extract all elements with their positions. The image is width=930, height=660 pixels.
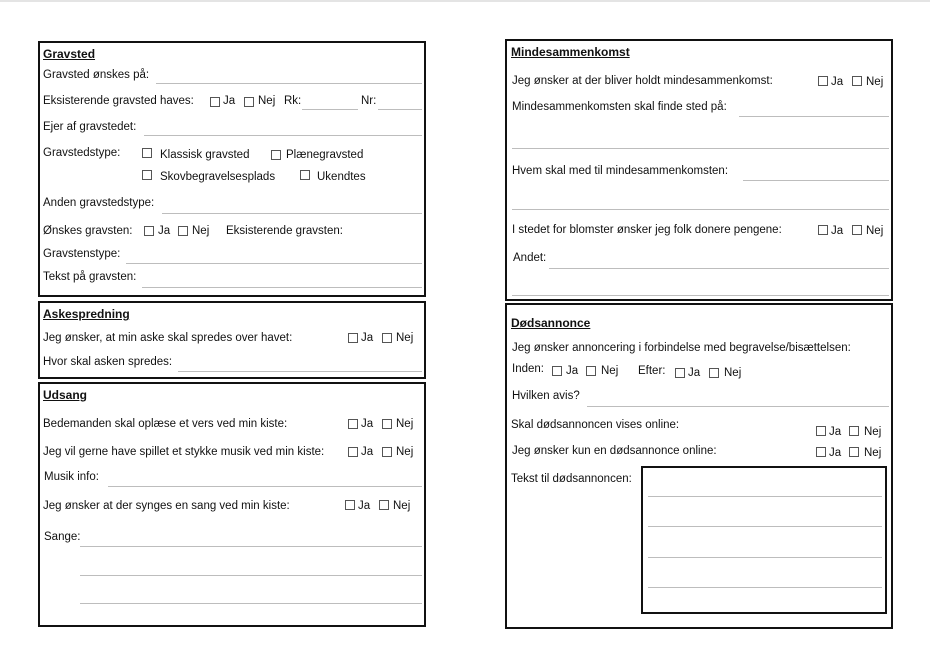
hvem-input-line-2[interactable] [512,209,889,210]
section-askespredning [38,301,426,379]
ja-label: Ja [361,418,374,430]
gravsted-onskes-input-line[interactable] [156,83,422,84]
minde-nej-checkbox[interactable] [852,76,862,86]
sange-input-line-3[interactable] [80,603,422,604]
section-dodsannonce [505,303,893,629]
section-title: Askespredning [43,307,130,321]
ejer-input-line[interactable] [144,135,422,136]
plaene-label: Plænegravsted [286,149,364,161]
online-nej-checkbox[interactable] [849,426,859,436]
ukendt-label: Ukendtes [317,171,366,183]
hvem-input-line[interactable] [743,180,889,181]
section-udsang [38,382,426,627]
gravsten-nej-checkbox[interactable] [178,226,188,236]
skov-checkbox[interactable] [142,170,152,180]
question-annoncering: Jeg ønsker annoncering i forbindelse med begravelse/bisættelsen: [512,342,851,354]
field-label-hvem: Hvem skal med til mindesammenkomsten: [512,165,729,177]
sange-input-line-2[interactable] [80,575,422,576]
musik-info-input-line[interactable] [108,486,422,487]
field-label-musik-info: Musik info: [44,471,99,483]
question-aske-havet: Jeg ønsker, at min aske skal spredes over havet: [43,332,293,344]
nej-label: Nej [724,367,742,379]
ukendt-checkbox[interactable] [300,170,310,180]
section-gravsted [38,41,426,297]
minde-ja-checkbox[interactable] [818,76,828,86]
field-label-gravstenstype: Gravstenstype: [43,248,121,260]
klassisk-label: Klassisk gravsted [160,149,250,161]
efter-ja-checkbox[interactable] [675,368,685,378]
online-ja-checkbox[interactable] [816,426,826,436]
question-oplaese-vers: Bedemanden skal oplæse et vers ved min kiste: [43,418,288,430]
inden-label: Inden: [512,363,544,375]
ja-label: Ja [829,447,842,459]
sang-nej-checkbox[interactable] [379,500,389,510]
skov-label: Skovbegravelsesplads [160,171,276,183]
ja-label: Ja [829,426,842,438]
field-label-sange: Sange: [44,531,81,543]
field-label-hvilken-avis: Hvilken avis? [512,390,580,402]
nej-label: Nej [866,76,884,88]
nej-label: Nej [192,225,210,237]
anden-type-input-line[interactable] [162,213,422,214]
question-kun-online: Jeg ønsker kun en dødsannonce online: [512,445,717,457]
nej-label: Nej [601,365,619,377]
donere-nej-checkbox[interactable] [852,225,862,235]
inden-nej-checkbox[interactable] [586,366,596,376]
sange-input-line-1[interactable] [80,546,422,547]
kun-online-ja-checkbox[interactable] [816,447,826,457]
aske-nej-checkbox[interactable] [382,333,392,343]
efter-label: Efter: [638,365,666,377]
field-label-anden-type: Anden gravstedstype: [43,197,155,209]
aske-ja-checkbox[interactable] [348,333,358,343]
nr-label: Nr: [361,95,377,107]
andet-input-line-2[interactable] [512,295,889,296]
question-vises-online: Skal dødsannoncen vises online: [511,419,680,431]
ja-label: Ja [688,367,701,379]
question-donere: I stedet for blomster ønsker jeg folk donere pengene: [512,224,782,236]
section-title: Dødsannonce [511,316,591,330]
efter-nej-checkbox[interactable] [709,368,719,378]
musik-ja-checkbox[interactable] [348,447,358,457]
hvor-asken-input-line[interactable] [178,371,422,372]
tekst-dodsannonce-textarea[interactable] [641,466,887,614]
nr-input-line[interactable] [378,109,422,110]
rk-input-line[interactable] [302,109,358,110]
top-border [0,0,930,2]
nej-label: Nej [396,332,414,344]
field-label-andet: Andet: [513,252,547,264]
field-label-gravstedstype: Gravstedstype: [43,147,121,159]
ja-label: Ja [831,225,844,237]
nej-label: Nej [396,418,414,430]
ja-label: Ja [831,76,844,88]
field-label-eksisterende-gravsten: Eksisterende gravsten: [226,225,343,237]
sang-ja-checkbox[interactable] [345,500,355,510]
field-label-tekst-dodsannonce: Tekst til dødsannoncen: [511,473,632,485]
textarea-line-4 [648,587,882,588]
nej-label: Nej [864,426,882,438]
gravstenstype-input-line[interactable] [126,263,422,264]
field-label-hvor-asken: Hvor skal asken spredes: [43,356,173,368]
question-mindesammenkomst: Jeg ønsker at der bliver holdt mindesammenkomst: [512,75,773,87]
finde-sted-input-line-2[interactable] [512,148,889,149]
vers-nej-checkbox[interactable] [382,419,392,429]
ja-label: Ja [361,446,374,458]
gravsten-ja-checkbox[interactable] [144,226,154,236]
question-musik: Jeg vil gerne have spillet et stykke musik ved min kiste: [43,446,325,458]
vers-ja-checkbox[interactable] [348,419,358,429]
eksisterende-nej-checkbox[interactable] [244,97,254,107]
tekst-gravsten-input-line[interactable] [142,287,422,288]
section-mindesammenkomst [505,39,893,301]
nej-label: Nej [864,447,882,459]
andet-input-line[interactable] [549,268,889,269]
section-title: Mindesammenkomst [511,45,630,59]
textarea-line-2 [648,526,882,527]
field-label-ejer: Ejer af gravstedet: [43,121,137,133]
hvilken-avis-input-line[interactable] [587,406,889,407]
ja-label: Ja [566,365,579,377]
nej-label: Nej [396,446,414,458]
textarea-line-1 [648,496,882,497]
ja-label: Ja [223,95,236,107]
field-label-tekst-gravsten: Tekst på gravsten: [43,271,137,283]
field-label-finde-sted: Mindesammenkomsten skal finde sted på: [512,101,727,113]
section-title: Gravsted [43,47,96,61]
plaene-checkbox[interactable] [271,150,281,160]
field-label-gravsted-onskes: Gravsted ønskes på: [43,69,150,81]
ja-label: Ja [158,225,171,237]
kun-online-nej-checkbox[interactable] [849,447,859,457]
nej-label: Nej [866,225,884,237]
ja-label: Ja [358,500,371,512]
textarea-line-3 [648,557,882,558]
nej-label: Nej [258,95,276,107]
donere-ja-checkbox[interactable] [818,225,828,235]
section-title: Udsang [43,388,88,402]
musik-nej-checkbox[interactable] [382,447,392,457]
inden-ja-checkbox[interactable] [552,366,562,376]
nej-label: Nej [393,500,411,512]
eksisterende-ja-checkbox[interactable] [210,97,220,107]
ja-label: Ja [361,332,374,344]
field-label-eksisterende-gravsted: Eksisterende gravsted haves: [43,95,194,107]
klassisk-checkbox[interactable] [142,148,152,158]
finde-sted-input-line[interactable] [739,116,889,117]
field-label-onskes-gravsten: Ønskes gravsten: [43,225,133,237]
question-synges-sang: Jeg ønsker at der synges en sang ved min kiste: [43,500,290,512]
rk-label: Rk: [284,95,302,107]
